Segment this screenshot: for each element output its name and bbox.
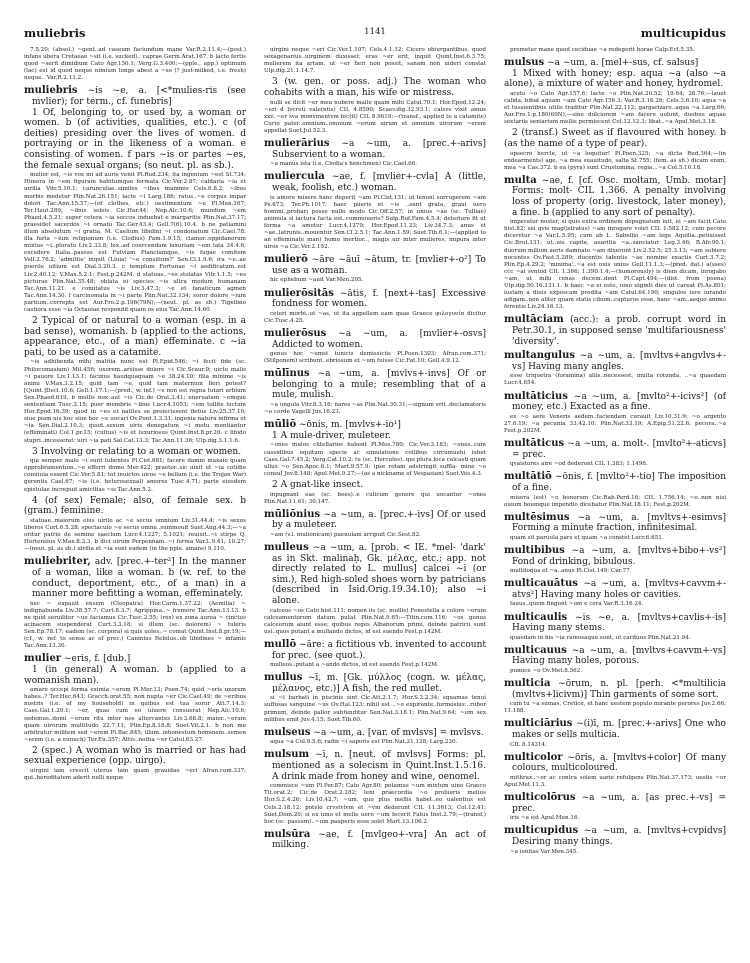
citation-block: multiloqua et ~a..anus Pl.Cist.149; Cur.77.	[510, 568, 632, 575]
entry-definition: ~āre ~āuī ~ātum, tr. [mvlier+-o²] To use as a woman.	[272, 255, 486, 276]
sense-definition: 3 (w. gen. or poss. adj.) The woman who cohabits with a man, his wife or mistress.	[264, 77, 486, 98]
dictionary-entry	[504, 753, 726, 774]
entry-definition: ~a ~um, a. [prob. < IE. *mel- 'dark' as in Skt. malinaḥ, Gk. μέλας, etc.; app. not directly related to L. mullus] calcei ~i (or sim.), Red high-soled shoes worn by patricians (described in Isid.Orig.19.34.10); also ~i alone.	[272, 542, 486, 606]
entry-lemma: multibibus	[504, 544, 565, 556]
sense-definition: 2 Typical of or natural to a woman (esp. in a bad sense), womanish. b (applied to the actions, appearance, etc., of a man) effeminate. c ~ia pati, to be used as a catamite.	[24, 316, 246, 358]
dictionary-entry	[264, 329, 486, 350]
dictionary-entry	[504, 826, 726, 847]
entry-lemma: mullus	[264, 672, 303, 684]
dictionary-entry	[264, 728, 486, 739]
entry-lemma: mulierō	[264, 254, 308, 266]
citation-block: ~is adhibenda mihi malitia nunc est Pl.Epid.546; ~i fecit fide (sc. Philocomasium) Mil.456; uxorem..arsisse dolore ~i Cic.Scaur.9; uicto malis ~i pauore Liv.1.13.1; facinus haudquaquam ~e 38.24.10; filia minime ~is animi V.Max.3.2.15; quid tam ~e, quid tam maternum fieri potest? [Quint.]Decl.10.6; Gell.1.17.1;—(pred., w. inf.) ~e non est regna tutari urbium Sen.Phaed.619. b mollis nox aut ~is Cic.de Orat.3.41; eneruatam ~emque sententiam Tusc.2.15; puer membris ~ibus Lucr.4.1053; ~em tollite luctum Hor.Epod.16.39; quod in ~es et natiles se proiecissent fletus Liv.25.37.10; siue piam uis hoc siue hoc ~e uocari Ov.Pont.1.3.31; ingenia natura infirma et ~ia Sen.Dial.2.10.3; quod..sexum uiris denegatum ~i motu mentiantur (effeminati) Col.1.pr.15; (cultus) ~is et luxuriosus Quint.Inst.8.pr.20. c libido stupri..incesserat: uiri ~ia pati Sal.Cat.13.3; Tac.Ann.11.36; Ulp.dig.3.1.1.6.	[24, 359, 246, 444]
citation-block: ~a ungula Vitr.8.3.16; nares ~as Plin.Nat.30.31;—signum erit..declamatoris ~o corde Vagelli Juv.16.23.	[264, 402, 486, 416]
column-3	[504, 46, 726, 956]
entry-definition: ~ōrum, n. pl. [perh. <*multilicia (mvltvs+licivm)] Thin garments of some sort.	[512, 679, 726, 700]
entry-lemma: multicolōrus	[504, 792, 576, 804]
citation-block: uirgini neque ~eri Cic.Ver.1.107; Cels.4.1.12; Cicero obiurgantibus, quod sexagenarius..uirginem duxisset: eras ~er erit, inquit Quint.Inst.6.3.75; mulierem ita artam, ut ~er fieri non possit, sanam non uideri constat Ulp.dig.21.1.14.7.	[264, 47, 486, 75]
dictionary-entry	[504, 679, 726, 700]
entry-definition: ~a ~um, a. [as prec.+-vs] = prec.	[512, 793, 726, 814]
entry-lemma: mulier	[24, 653, 62, 665]
sense-definition: 1 (in general) A woman. b (applied to a womanish man).	[24, 664, 246, 686]
dictionary-entry	[504, 315, 726, 347]
entry-lemma: muliebriter,	[24, 556, 91, 568]
entry-lemma: multicolor	[504, 751, 563, 763]
citation-block: CIL 8.14314.	[510, 741, 547, 748]
dictionary-entry	[264, 830, 486, 851]
entry-definition: ~(i)ī, m. [prec.+-arivs] One who makes or sells multicia.	[512, 719, 726, 741]
citation-block: ~a ienitas Var.Men.345.	[510, 848, 579, 855]
entry-lemma: multicaulis	[504, 611, 568, 623]
dictionary-entry	[504, 793, 726, 814]
entry-definition: ~a ~um, a. [mvlto²+-icivs²] (of money, etc.) Exacted as a fine.	[512, 391, 726, 413]
entry-definition: ~is ~e, a. [<*mulies-ris (see mvlier); for term., cf. funebris]	[32, 86, 246, 108]
dictionary-entry	[264, 543, 486, 607]
entry-definition: ~ōnis, m. [mvlvs+-io¹]	[299, 420, 401, 431]
entry-lemma: multāciam	[504, 314, 564, 326]
citation-block: mulleos..putant a ~ando dictos, id est suendo Fest.p.142M.	[270, 662, 439, 669]
sense-definition: 1 Of, belonging to, or used by, a woman or women. b (of activities, qualities, etc.). c (of deities) presiding over the lives of women. d portraying or in the likeness of a woman. e consisting of women. f pars ~is or partes ~es, the female sexual organs; (so neut. pl. as sb.).	[24, 107, 246, 171]
entry-definition: ~a ~um, a. [mvlvs+-invs] Of or belonging to a mule; resembling that of a mule, mulish.	[272, 369, 486, 401]
dictionary-entry	[504, 392, 726, 413]
dictionary-entry	[504, 351, 726, 372]
citation-block: ~ones mulos clitellarios habent Pl.Mos.780; Cic.Ver.3.183; ~ones..cum cassidibus equitum specie ac simulatione collibus circumuehi iubet Caes.Gal.7.45.2; Verg.Cat.10.2; tu (sc. Hercules)..qui plura loca calcasti quam ullus ~o Sen.Apoc.6.1; Mart.9.57.9; ipse rotam adstringit suffla- mine ~o consul Juv.8.148; Apul.Met.9.27;—(as a nickname of Vespasian) Suet.Ves.4.3.	[264, 442, 486, 477]
entry-definition: ~a ~um, a. [mvltvs+cavvm+-vs] Having many holes, porous.	[512, 645, 726, 667]
citation-block: pumice ~o Ov.Met.8.562.	[510, 668, 583, 674]
citation-block: nulli se dicit ~er mea nubere malle quam mihi Catul.70.1; Hor.Epod.12.24; ~eri d lvcreti vale(ntis) CIL 4.8590; Scaev.dig.32.93.1; calsvs vixit annis xxv..~er sva monvmentvm fec(it) CIL 8.9619;—(transf., applied to a catamite) Curio pater..omnium..omnium ~erum uirum et omnium uirorum ~erem appellat Suet.Jul.52.3.	[264, 99, 486, 134]
citation-block: qvaistores aire ~od dederont CIL 1.383; 1.1496.	[510, 461, 648, 468]
entry-lemma: multāticius	[504, 390, 568, 402]
sense-definition: 2 A gnat-like insect.	[272, 479, 364, 490]
entry-lemma: muliebris	[24, 85, 78, 97]
citation-block: ex ~o aere Veneris aedem..faciendam curauit Liv.10.31.9; ~o argento 27.6.19; ~a pecunia 33.42.10; Plin.Nat.33.19; A.Epig.51.22.6; pecora..~a Fest.p.202M.	[504, 413, 726, 434]
citation-block: si ~i barbati in piscinis sint Cic.Att.2.1.7; Hor.S.2.2.34; squamas tenui suffusas sanguine ~us Ov.Hal.123; nihil est ..~o expirante..formosius:..rubor primum, deinde pallor subfunditur Sen.Nat.3.18.1; Plin.Nat.9.64; ~um sex milibus emit Juv.4.15; Suet.Tib.60.	[264, 695, 486, 723]
entry-definition: ~ae, f. [cf. Osc. moltam, Umb. motar] Forms: molt- CIL 1.366. A penalty involving loss of property (orig. livestock, later money), a fine. b (applied to any sort of penalty).	[512, 175, 726, 218]
sense-definition: 2 (spec.) A woman who is married or has had sexual experience (opp. uirgo).	[24, 745, 246, 767]
citation-block: ~am (v.l. mulionicam) paenulam arripuit Cic.Sest.82.	[270, 531, 421, 538]
dictionary-entry	[264, 510, 486, 531]
column-1	[24, 46, 246, 956]
citation-block: is amore misere hanc deperit ~am Pl.Cist.131; ut lenoni surruperem ~am Ps.673; Ter.Ph.1017; haec pueris et ~is ..sunt grata, graui uero homini..probari posse nullo modo Cic.Off.2.57; in unius ~ae (sc. Tulliae) animula si iactura facta est..commoueris? Sulp.Ruf.Fam.4.5.4; deteriore fit ut forma ~a ametur Lucr.4.1279; Hor.Epod.11.23; Liv.34.7.3; anus et ~ae..latrunis..mouentur Sen.Cl.2.5.1; Tac.Ann.1.59; Suet.Tib.6.1;—(applied to an effeminate man) homo inertior.., magis uir inter mulieres, impura inter uiros ~a Cic.Ver.2.192.	[264, 194, 486, 251]
entry-definition: ~āre: a fictitious vb. invented to account for prec. (see quot.).	[272, 639, 486, 661]
entry-lemma: mulsus	[504, 57, 545, 69]
citation-block: hic ephebum ~auit Var.Men.205.	[270, 277, 364, 284]
dictionary-entry	[504, 472, 726, 493]
entry-definition: ~a ~um, a. [var. of mvlsvs] = mvlsvs.	[313, 727, 484, 738]
citation-block: mithrax..~or ac contra solem uarie refulgens Plin.Nat.37.173; uestis ~or Apul.Met.11.3.	[504, 774, 726, 789]
page-number: 1141	[364, 27, 386, 37]
entry-lemma: mulierārius	[264, 138, 330, 150]
citation-block: cum tu ~a sumas, Cretice, et hanc uestem populo mirante perores Juv.2.66; 11.188.	[504, 701, 726, 715]
entry-lemma: mulseus	[264, 726, 311, 738]
dictionary-entry	[504, 579, 726, 600]
entry-definition: ~a ~um, a. [mel+-sus, cf. salsus]	[547, 58, 699, 69]
entry-definition: ~ae, f. [mvlier+-cvla] A (little, weak, foolish, etc.) woman.	[272, 172, 486, 193]
dictionary-entry	[504, 546, 726, 567]
citation-block: commisce ~um Pl.Per.87; Cato Agr.80; potamus ~um mixtum uino Graeco Tit.orat.2; Cic.de Orat.2.282; leni praecordia ~o prolueris melius Hor.S.2.4.26; Liv.10.42.7; ~um, quo plus mellis habet..eo ualentius est Cels.2.18.12; potvlo crvstvlvm et ~vm dederunt CIL 11.3613; Col.12.41; Suet.Dom.20; si ex uino et melle uero ~um fecerit Fatus Inst.2.79;—(transf.) hoc (sc. passum)..~um pauperis esse solet Mart.13.106.2.	[264, 783, 486, 825]
entry-definition: ~ōnis, f. [mvlto²+-tio] The imposition of a fine.	[512, 472, 726, 493]
citation-block: qui semper malo ~i sunt lubentes Pl.Cist.681; facere damni maxaio quam opprobramentum..~e efferri domo Mer.422; praetor..sic uixit ut ~ia cotidie conuiuia essent Cic.Ver.5.81; tot inuictos uiros ~e bellum (i.e. the Trojan War) gerentis Cael.67; ~is (i.e. heterosexual) amores Tusc.4.71; parte eiusdem epistulae increpuit amicitias ~is Tac.Ann.5.2.	[24, 458, 246, 493]
entry-definition: ~ī, n. [neut. of mvlsvs] Forms: pl. mentioned as a solecism in Quint.Inst.1.5.16. A drink made from honey and wine, oenomel.	[272, 750, 486, 782]
entry-lemma: mulierōsus	[264, 327, 327, 339]
entry-lemma: mulsum	[264, 749, 310, 761]
dictionary-entry	[264, 673, 486, 694]
sense-definition: 1 A mule-driver, muleteer.	[272, 430, 391, 441]
citation-block: statuae..maiorum eius uirile ac ~e secus omnium Liv.31.44.4; ~is sexus liberos Curt.6.5.28; spectaculo ~e secus omne..summouit Suet.Aug.44.3;—~a oritur patrio de semine saeclum Lucr.4.1227; 5.1021; reuixit..~i stirpe Q. Hortensius V.Max.8.3.3. b dici uirum Perpennam..~i forma Var.L.9.41; 10.27;—(neut. pl. as sb.) uirilia et ~ia sunt eadem (in the pple. amans) 9.110.	[24, 517, 246, 553]
citation-block: iris ~a est Apul.Mun.16.	[510, 815, 580, 822]
citation-block: ceteri morbi..ut ~as, ut ita appellem eam quae Graece φιλογυνία dicitur Cic.Tusc.4.25.	[264, 310, 486, 324]
page-header	[24, 26, 726, 42]
entry-lemma: mūliō	[264, 419, 297, 431]
sense-definition: 3 Involving or relating to a woman or women.	[32, 446, 242, 457]
citation-block: opsecro hercle, ut ~a loquitur! Pl.Poen.325; ~a dicta Rud.364;—(in endearments) age, ~a mea suauitudo, salta St.755; (fem. as sb.) dicam enim, mea ~a Cas.372. b ea (pyra) sunt Crustumina, regia,..~a Col.5.10.18.	[504, 150, 726, 171]
entry-definition: ~a ~um, a. [mvltvs+cvpidvs] Desiring many things.	[512, 826, 726, 847]
citation-block: aceto ~o Cato Agr.157.6; lacte ~o Plin.Nat.20.52; 19.64; 26.76;—lauet calida, bibat aquam ~am Cato Agr.156.3; Var.R.3.16.28; Cels.3.6.10; aqua ~a et tussientibus utilis traditur Plin.Nat.22.112; gargarizare..aqua ~a Larg.66; Aur.Fro.1.p.180(69N);—sine dulciorem ~am facere uolunt, duobus aquae sextariis sextarium mellis permiscent Col.12.12.3; libat..~a Apul.Met.3.18.	[504, 90, 726, 126]
citation-block: mulier est, ~is vox mi ad auris venit Pl.Rud.234; ita ingenium ~est St.734; Himera in ~em figuram habitumque formata Cic.Ver.2.87; caldaria ~ia et uirilia Vitr.5.10.1; carunculae..similes ~ibus mammis Cels.6.8.2; ~ibus morbis medetur Plin.Nat.26.151; lacte ~i Larg.186; ratus..~e corpus impar dolori Tac.Ann.15.57;—(of clothes, etc.) uestimentum ~e Pl.Men.167; Ter.Haut.289; ~ibus soleis Cic.Har.44; Nep.Alc.10.6; mundum ~em Phaed.4.5.21; super cetera ~ia soccos induebat e margaritis Plin.Nat.37.17; praesidet sacerdos ~i ornatu Tac.Ger.43.4; Gell.7(6).10.4. b ne patiamini illum absolutum ~i gratia, M. Caelium libidini ~i condonatum Cic.Cael.78; illa furia ~ium religionum (i.e. Clodius) Fam.1.9.15; clamor..oppidanorum mixtus ~i..ploratu Liv.2.33.8; lex..ad coercendam luxuriam ~em lata 34.4.6; excedere Italia..passus est Fulviam Planciumque, ~is fugae comitem Vell.2.76.2; 'admittis' inquit (Liuia) '~e consilium?' Sen.Cl.1.9.6; ira ~e..ae puerile uitium est Dial.3.20.3. c templum Fortunae ~i aedificatum..est Liv.2.40.12; V.Max.5.2.1; Fest.p.242M. d statuas..~es stolatas Vitr.1.1.5; ~es picturae Plin.Nat.35.48; oblata ei species ~is ultra modum humanam Tac.Ann.11.21. e comitatus ~is Liv.3.47.3; ~e et fanaticum agmen Tac.Ann.14.30. f carcinomata in ~i parte Plin.Nat.32.134; soror dolore ~ium partium..correpta est Aur.Fro.2.p.196(79N);—(neut. pl. as sb.) Tigellino castiora esse ~ia Octauiae respondit quam os eius Tac.Ann.14.60.	[24, 172, 246, 313]
entry-lemma: multiciārius	[504, 718, 573, 730]
entry-lemma: mūlīnus	[264, 368, 310, 380]
citation-block: esse triquetra (foramina) aliis..necessest, multa rotunda, ..~a quaedam Lucr.4.654.	[504, 373, 726, 387]
entry-lemma: mūliōnius	[264, 508, 321, 520]
sense-definition: 2 (transf.) Sweet as if flavoured with honey. b (as the name of a type of pear).	[504, 128, 726, 149]
dictionary-entry	[504, 513, 726, 534]
dictionary-entry	[264, 420, 486, 431]
entry-lemma: mullō	[264, 638, 297, 650]
entry-lemma: mulleus	[264, 541, 309, 553]
entry-definition: ~a ~um, a. [mvltvs+angvlvs+-vs] Having many angles.	[512, 351, 726, 372]
dictionary-entry	[264, 139, 486, 160]
citation-block: ~a manus ista (i.e. Clodia's henchmen) Cic.Cael.66.	[270, 161, 418, 168]
entry-lemma: multicupidus	[504, 825, 579, 837]
dictionary-entry	[504, 719, 726, 740]
entry-definition: ~ōris, a. [mvltvs+color] Of many colours, multicoloured.	[512, 752, 726, 774]
entry-lemma: multicauātus	[504, 578, 578, 590]
citation-block: genus hoc ~umst tunicis demissiciis Pl.Poen.1303; Afran.com.371; (Stilponem) scribunt..ebriosum et ~um fuisse Cic.Fat.10; Gell.4.9.12.	[264, 351, 486, 365]
entry-lemma: multātiō	[504, 471, 552, 483]
citation-block: amare occepi forma eximia ~erem Pl.Mer.13; Poen.74; quid ~eris uxorem habes..? Ter.Hec.643; Gracch.orat.55; non nupta ~er Cic.Cael.49; de ~eribus nostris (i.e. of my household) in quibus est tua soror Att.7.14.3; Caes.Gal.1.29.1; ~er, quae cum eo uiuere consuerat Nep.Alc.10.6; sedemus..domi ~erum ritu inter nos altercantes Liv.3.68.8; maior..~erum quam uirorum multitudo 22.7.11; Plin.Ep.8.18.8; Suet.Vit.2.1. b non me arbitratur militem sed ~erem Pl.Bac.845; illum..inhonestum hominem..semen ~erem (i.e. a eunuch) Ter.Eu.357; Attis..notha ~er Catul.63.27.	[24, 687, 246, 743]
entry-lemma: multāticus	[504, 438, 565, 450]
entry-definition: adv. [prec.+-ter²] In the manner of a woman, like a woman. b (w. ref. to the conduct, deportment, etc., of a man) in a manner more befitting a woman, effeminately.	[32, 557, 246, 600]
citation-block: inpugnant eas (sc. bees)..e culicum genere qui uocantur ~ones Plin.Nat.11.61; 30.147.	[264, 491, 486, 505]
citation-block: fauus..quem fingunt ~um e cera Var.R.3.16.24.	[510, 601, 644, 608]
left-guideword: muliebris	[24, 26, 86, 40]
dictionary-entry	[24, 654, 246, 665]
sense-definition: 4 (of sex) Female; also, of female sex. b (gram.) feminine.	[24, 495, 246, 517]
entry-definition: ~a ~um, a. [mvltvs+cavvm+-atvs²] Having many holes or cavities.	[512, 579, 726, 600]
entry-definition: ~ī, m. [Gk. μύλλος (cogn. w. μέλας, μέλανος, etc.)] A fish, the red mullet.	[272, 673, 486, 694]
entry-definition: ~ae, f. [mvlgeo+-vra] An act of milking.	[272, 829, 486, 851]
citation-block: nec ~ expauit ensem (Cleopatra) Hor.Carm.1.37.22; (Aemilia) ~ indignabunda Liv.38.57.7; Curt.8.3.7; Agrippina..~ fremere Tac.Ann.13.13. b ne quid seruiliter ~ue faciamus Cic.Tusc.2.55; (rex) ex zona aurea ~ cinctus acinacem suspenderat Curt.3.3.18; si illum (sc. dolorem) ~ tuleris Sen.Ep.78.17; eadem (sc. corpora) si quis uoles..~ comat Quint.Inst.8.pr.19;—(cf., w. ref. to sense ac of prec.) Caninius Rebilus..ob libidines ~ infamis Tac.Ann.13.30.	[24, 600, 246, 650]
dictionary-entry	[24, 86, 246, 107]
dictionary-entry	[504, 613, 726, 634]
sense-definition: 1 Mixed with honey; esp. aqua ~a (also ~a alone), a mixture of water and honey, hydromel.	[504, 68, 726, 90]
citation-block: premetur mane quod ceciduae ~a redegerit horae Calp.Ecl.5.35.	[510, 47, 695, 53]
right-guideword: multicupidus	[640, 26, 726, 40]
dictionary-entry	[504, 58, 726, 69]
entry-lemma: multangulus	[504, 350, 575, 362]
citation-block: calceos ~os Cato hist.111; nomen iis (sc. mullis) Fenestella a colore ~orum calceamentorum datum putat Plin.Nat.9.65;—Titin.com.116; ~os genus calceorum aiunt esse; quibus reges Albanorum primi, deinde patricii sunt usi..quos putant a mullando dictos, id est suendo Fest.p.142M.	[264, 607, 486, 635]
entry-lemma: multa	[504, 174, 537, 186]
citation-block: misera (est) ~o bonorum Cic.Rab.Perd.16; CIL 1.756.14; ~o..non nisi ouium boumque impendio dicebatur Plin.Nat.18.11; Fest.p.202M.	[504, 494, 726, 508]
dictionary-entry	[264, 289, 486, 310]
entry-definition: ~a ~um, a. [mvltvs+bibo+-vs²] Fond of drinking, bibulous.	[512, 545, 726, 567]
citation-block: uirgini iam crescit uterus tam quam grauidae ~eri Afran.com.337; qui..hereditatem aderit nulli neque	[24, 768, 246, 782]
citation-block: aqua ~a Col.9.5.6; radix ~i saporis est Plin.Nat.21.128; Larg.230.	[270, 739, 458, 746]
entry-definition: ~a ~um, a. [mvltvs+-esimvs] Forming a minute fraction, infinitesimal.	[512, 512, 726, 534]
dictionary-entry	[24, 557, 246, 599]
citation-block: 7.5.20; (absol.) ~gent..ad caseum faciundum mane Var.R.2.11.4;—(post.) infans ubera Cretaeae ~sit (i.e. sucked).. caprae Germ.Arat.167. b lacte fertis quod ~serit dimidium Cato Agr.150.1; Verg.G.3.400;—(pple., app.) optimum (lac) est id quod neque nimium longe abest a ~so (? just-milked, i.e. fresh) neque.. Var.R.2.11.2.	[24, 47, 246, 82]
entry-definition: (acc.): a prob. corrupt word in Petr.30.1, in supposed sense 'multifariousness' 'diversity'.	[512, 315, 726, 347]
citation-block: quaedam in his ~ia ramosaque sunt, ut carduus Plin.Nat.21.94.	[510, 634, 691, 641]
entry-lemma: mulierōsitās	[264, 287, 334, 299]
dictionary-entry	[264, 369, 486, 401]
entry-definition: ~ātis, f. [next+-tas] Excessive fondness for women.	[272, 288, 486, 310]
entry-definition: ~a ~um, a. [mvlier+-osvs] Addicted to women.	[272, 328, 486, 350]
entry-definition: ~a ~um, a. [prec.+-arivs] Subservient to a woman.	[272, 139, 486, 160]
dictionary-entry	[264, 750, 486, 782]
citation-block: quam sit paruula pars et quam ~a constet Lucr.6.651.	[510, 534, 664, 541]
dictionary-entry	[504, 176, 726, 218]
column-2	[264, 46, 486, 956]
dictionary-entry	[264, 172, 486, 193]
entry-definition: ~a ~um, a. molt-. [mvlto²+-aticvs] = prec.	[512, 439, 726, 460]
entry-definition: ~is ~e, a. [mvltvs+cavlis+-is] Having many stems.	[512, 612, 726, 634]
dictionary-entry	[504, 439, 726, 460]
entry-definition: ~eris, f. [dub.]	[63, 654, 131, 665]
citation-block: imperator noster, si quis extra ordinem depugnatum iuit, ei ~am facit Cato hist.82; sei qvis mag(istratus) ~am inrogare volet CIL 1.582.12; cum pecore diceretur ~a Var.L.5.95; cum ab L. Sabellio ~am lege Aquilia..petiuisset Cic.Brut.131; ut..uis capite, auaritia ~a..sanciatur Leg.3.46; B.Afr.90.1; duorum milium aeris damnato ~am dixerunt Liv.2.52.5; 25.3.13; ~am subiere nocentes Ov.Fast.5.289; ducentis talentis ~ae nomine exactis Curt.3.7.2; Plin.Ep.4.29.2; 'minima'..~a est ouis unius Gell.11.1.3;—(pred. dat.) a(sses) ccc ~ai svntod CIL 1.366; 1.390.1.4;—(humorously) is diem dicam, inrogabo ~am, ut mihi cenas decem..dent Pl.Capt.494;—(dist. from poena) Ulp.dig.50.16.131.1. b haec ~a ei esto, uino uiginti dies ut careat Pl.As.801; iustam a diuis exposcam prodita ~am Catul.64.190; singulos iure iurando adigam..non aliter quam statis cibum..capturos esse, hanc ~am..aequo animo ferentis Liv.24.16.13.	[504, 219, 726, 311]
entry-lemma: multicauus	[504, 644, 567, 656]
entry-definition: ~a ~um, a. [prec.+-ivs] Of or used by a muleteer.	[272, 509, 486, 531]
dictionary-entry	[264, 640, 486, 661]
entry-lemma: mulsūra	[264, 828, 311, 840]
dictionary-columns	[24, 46, 726, 956]
entry-lemma: multicia	[504, 678, 551, 690]
dictionary-entry	[504, 646, 726, 667]
entry-lemma: muliercula	[264, 171, 325, 183]
entry-lemma: multēsimus	[504, 511, 570, 523]
dictionary-entry	[264, 255, 486, 276]
